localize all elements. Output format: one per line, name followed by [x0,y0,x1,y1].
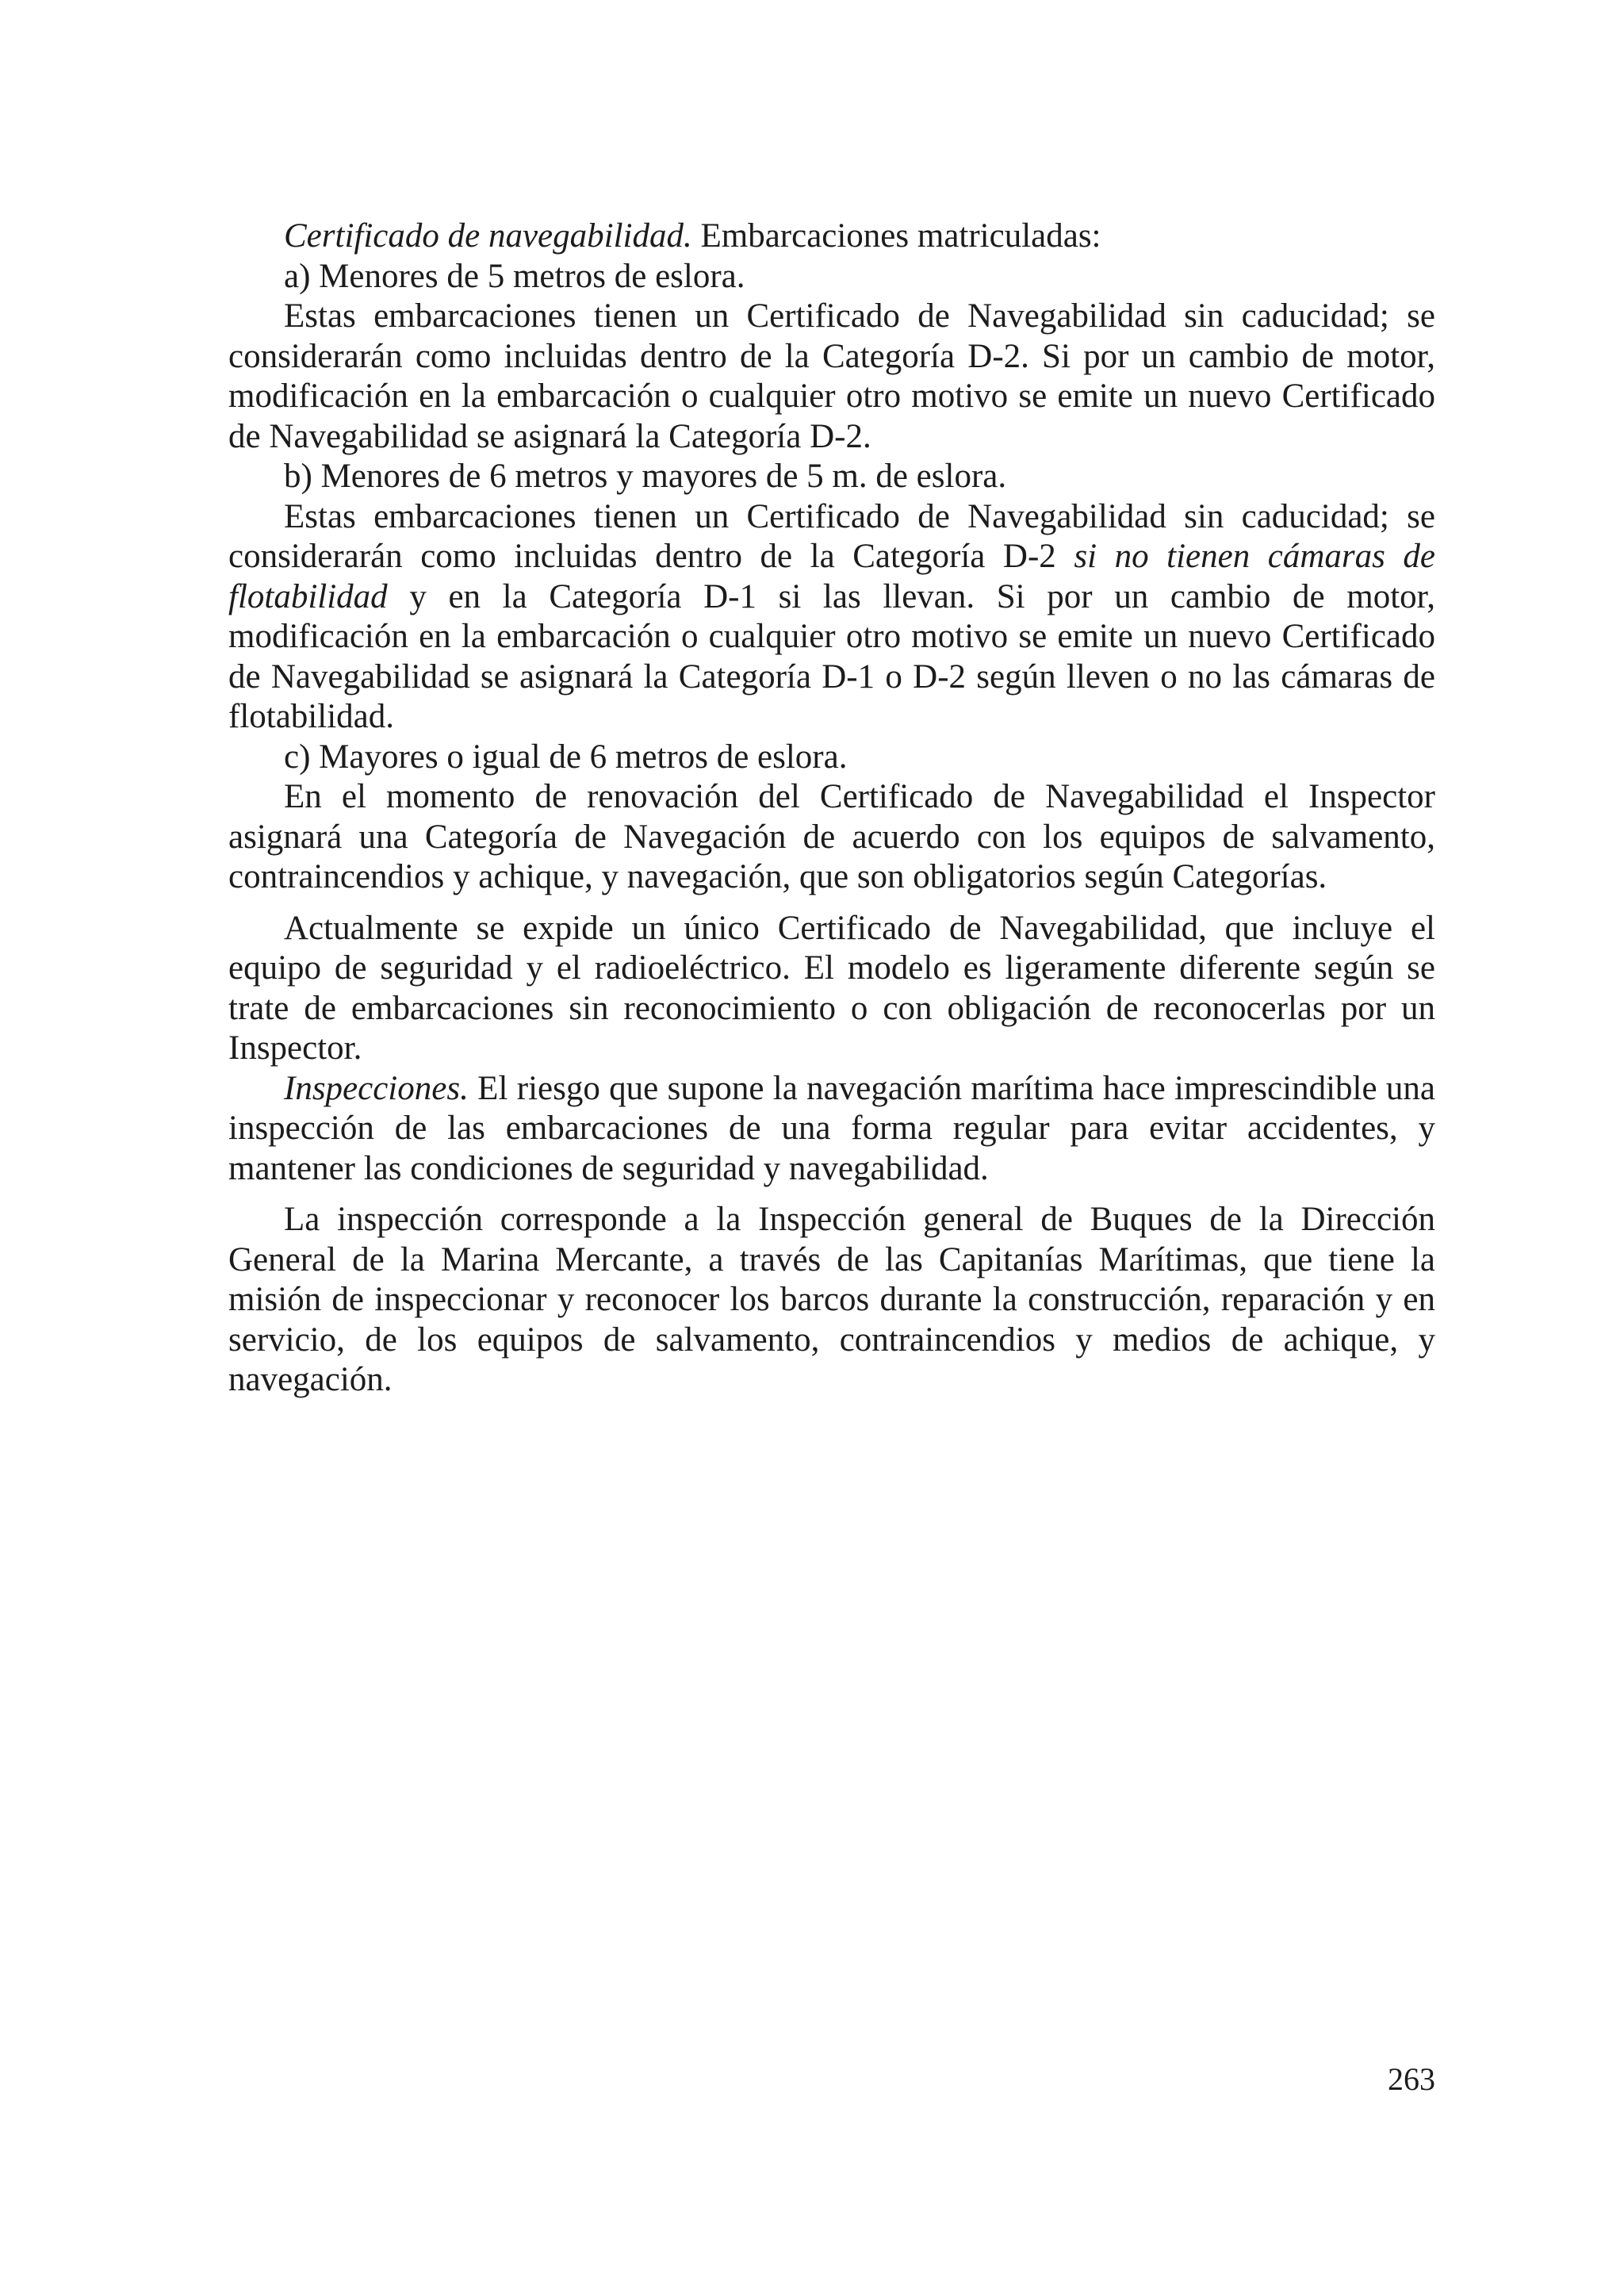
paragraph-text: Actualmente se expide un único Certificado de Navegabilidad, que incluye el equipo de seguridad y el radioeléctrico. El modelo es ligeramente diferente según se trate de embarcaciones sin reconocimiento o con obligación de reconocerlas por un Inspector. [228,909,1435,1067]
paragraph-item-a [228,257,1435,297]
paragraph-text: El riesgo que supone la navegación marítima hace imprescindible una inspección de las embarcaciones de una forma regular para evitar accidentes, y mantener las condiciones de seguridad y navegabilidad. [228,1069,1435,1187]
paragraph-item-b-detail [228,497,1435,738]
paragraph-item-a-detail [228,297,1435,457]
paragraph-item-b [228,457,1435,497]
paragraph-text: Estas embarcaciones tienen un Certificado de Navegabilidad sin caducidad; se considerarán como incluidas dentro de la Categoría D-2. Si por un cambio de motor, modificación en la embarcación o cualquier otro motivo se emite un nuevo Certificado de Navegabilidad se asignará la Categoría D-2. [228,297,1435,455]
paragraph-text: a) Menores de 5 metros de eslora. [284,257,745,295]
page-number: 263 [1388,2061,1435,2097]
italic-heading-certificado: Certificado de navegabilidad. [284,217,692,255]
paragraph-text: y en la Categoría D-1 si las llevan. Si por un cambio de motor, modificación en la embarcación o cualquier otro motivo se emite un nuevo Certificado de Navegabilidad se asignará la Categoría D-1 o D-2 según lleven o no las cámaras de flotabilidad. [228,577,1435,735]
paragraph-text: En el momento de renovación del Certificado de Navegabilidad el Inspector asignará una Categoría de Navegación de acuerdo con los equipos de salvamento, contraincendios y achique, y navegación, que son obligatorios según Categorías. [228,778,1435,895]
paragraph-item-c [228,738,1435,778]
paragraph-text: La inspección corresponde a la Inspección general de Buques de la Dirección General de la Marina Mercante, a través de las Capitanías Marítimas, que tiene la misión de inspeccionar y reconocer los barcos durante la construcción, reparación y en servicio, de los equipos de salvamento, contraincendios y medios de achique, y navegación. [228,1201,1435,1398]
paragraph-unique-certificate [228,909,1435,1069]
body-text [228,217,1435,1401]
paragraph-certificado [228,217,1435,257]
paragraph-item-c-detail [228,777,1435,898]
paragraph-inspecciones [228,1069,1435,1190]
paragraph-inspection-authority [228,1200,1435,1401]
italic-heading-inspecciones: Inspecciones. [284,1069,469,1107]
paragraph-text: Estas embarcaciones tienen un Certificado de Navegabilidad sin caducidad; se considerarán como incluidas dentro de la Categoría D-2 [228,497,1435,575]
paragraph-text: Embarcaciones matriculadas: [691,217,1101,255]
italic-phrase: si no tienen cámaras de flotabilidad [228,538,1436,615]
paragraph-text: b) Menores de 6 metros y mayores de 5 m. de eslora. [284,458,1007,495]
paragraph-text: c) Mayores o igual de 6 metros de eslora. [284,738,848,776]
